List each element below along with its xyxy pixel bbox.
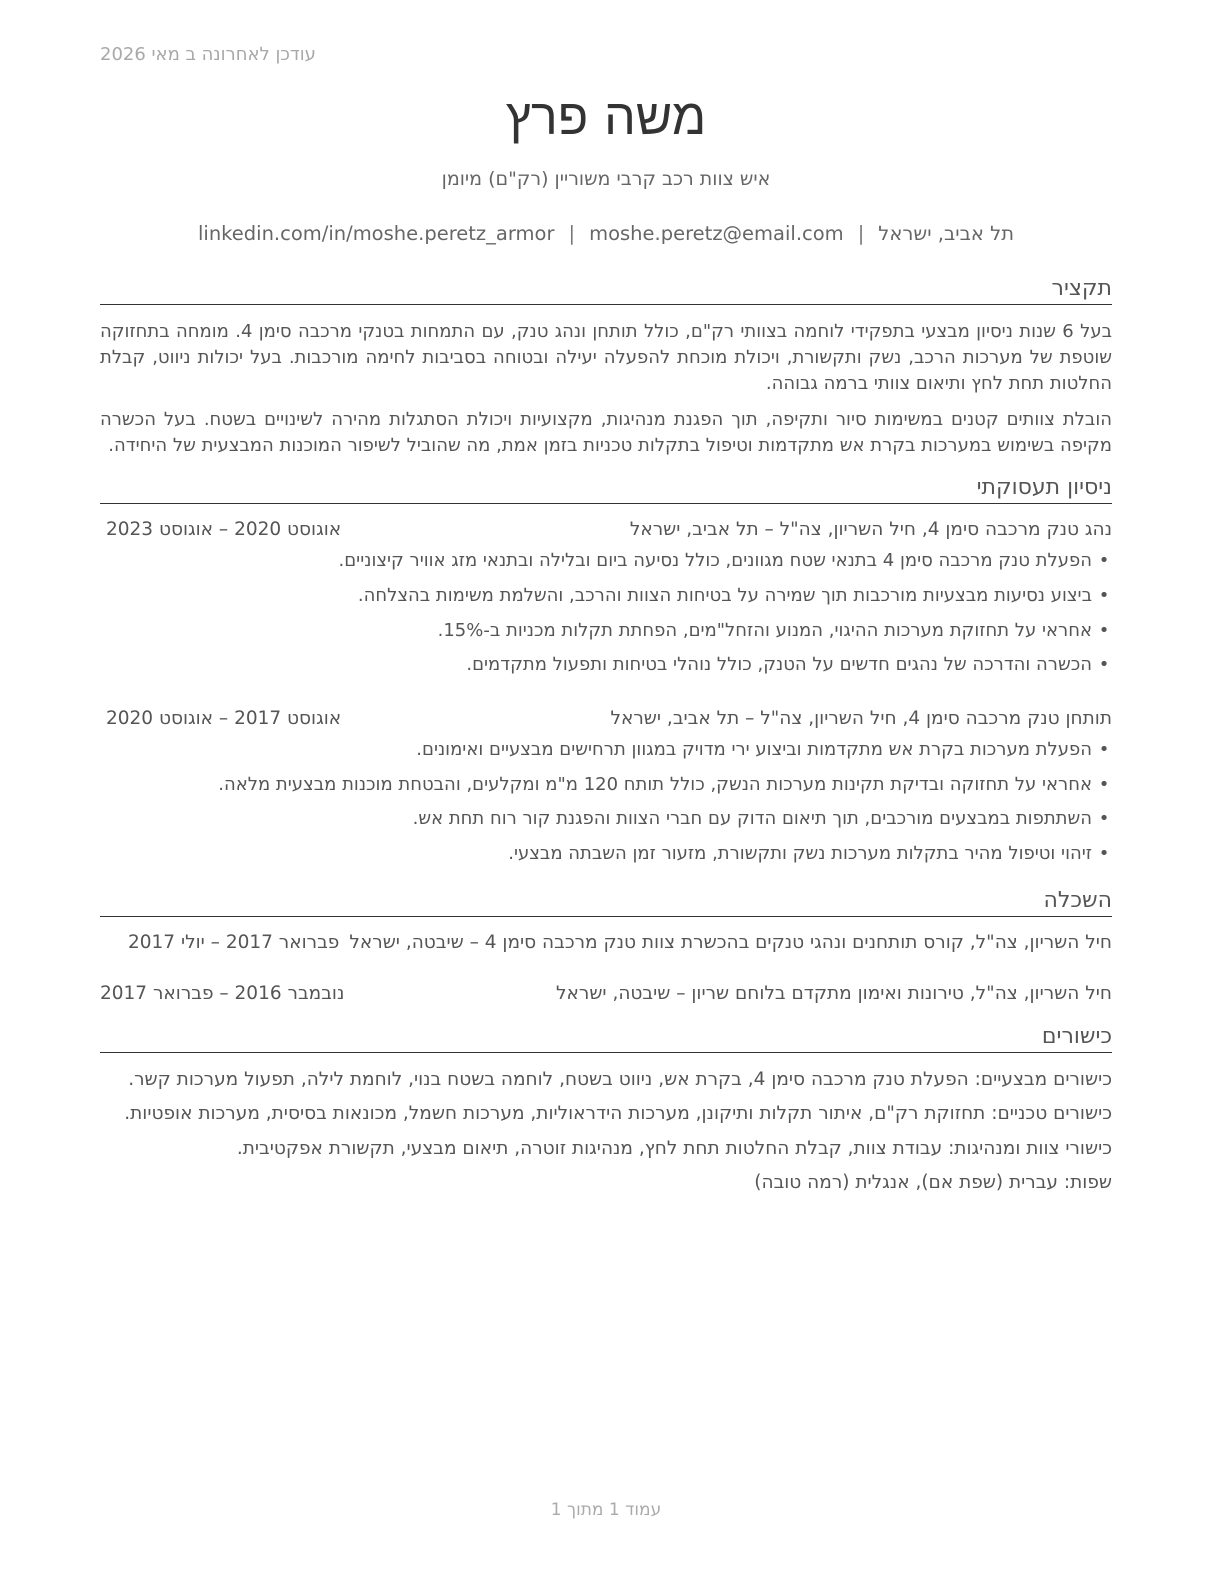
skills-section [100, 1022, 1112, 1053]
experience-section [100, 473, 1112, 504]
job-bullet: •אחראי על תחזוקת מערכות ההיגוי, המנוע והזחל"מים, הפחתת תקלות מכניות ב-15%. [438, 618, 1112, 644]
candidate-subtitle: איש צוות רכב קרבי משוריין (רק"ם) מיומן [441, 168, 771, 190]
contact-separator: | [857, 222, 865, 245]
skill-line: שפות: עברית (שפת אם), אנגלית (רמה טובה) [754, 1172, 1112, 1193]
education-item [100, 929, 1112, 957]
education-dates: פברואר 2017 – יולי 2017 [128, 932, 340, 953]
contact-separator: | [568, 222, 576, 245]
job-bullet: •הפעלת טנק מרכבה סימן 4 בתנאי שטח מגוונים, כולל נסיעה ביום ובלילה ובתנאי מזג אוויר קיצוניים. [339, 548, 1112, 574]
bullet-dot: • [1098, 620, 1110, 641]
bullet-dot: • [1098, 843, 1110, 864]
skill-line: כישורי צוות ומנהיגות: עבודת צוות, קבלת החלטות תחת לחץ, מנהיגות זוטרה, תיאום מבצעי, תקשורת אפקטיבית. [236, 1138, 1112, 1159]
resume-page [100, 0, 1112, 1584]
job-dates: אוגוסט 2020 – אוגוסט 2023 [106, 519, 342, 540]
summary-section [100, 274, 1112, 459]
job-title: נהג טנק מרכבה סימן 4, חיל השריון, צה"ל – תל אביב, ישראל [629, 519, 1112, 540]
section-title-experience: ניסיון תעסוקתי [100, 473, 1112, 504]
education-title: חיל השריון, צה"ל, טירונות ואימון מתקדם בלוחם שריון – שיבטה, ישראל [556, 983, 1112, 1004]
bullet-dot: • [1098, 808, 1110, 829]
education-dates: נובמבר 2016 – פברואר 2017 [100, 983, 345, 1004]
job-bullet: •הפעלת מערכות בקרת אש מתקדמות וביצוע ירי מדויק במגוון תרחישים מבצעיים ואימונים. [416, 737, 1112, 763]
section-title-education: השכלה [100, 886, 1112, 917]
summary-paragraph: הובלת צוותים קטנים במשימות סיור ותקיפה, תוך הפגנת מנהיגות, מקצועיות ויכולת הסתגלות מהירה לשינויים בשטח. בעל הכשרה מקיפה בשימוש במערכות בקרת אש מתקדמות וטיפול בתקלות טכניות בזמן אמת, מה שהוביל לשיפור המוכנות המבצעית של היחידה. [100, 409, 1112, 456]
education-section [100, 886, 1112, 917]
bullet-dot: • [1098, 550, 1110, 571]
bullet-dot: • [1098, 585, 1110, 606]
job-title: תותחן טנק מרכבה סימן 4, חיל השריון, צה"ל – תל אביב, ישראל [610, 708, 1112, 729]
education-title: חיל השריון, צה"ל, קורס תותחנים ונהגי טנקים בהכשרת צוות טנק מרכבה סימן 4 – שיבטה, ישראל [349, 932, 1112, 953]
section-title-skills: כישורים [100, 1022, 1112, 1053]
job-header [100, 516, 1112, 544]
skill-line: כישורים מבצעיים: הפעלת טנק מרכבה סימן 4, בקרת אש, ניווט בשטח, לוחמה בשטח בנוי, לוחמת לילה, תפעול מערכות קשר. [128, 1069, 1112, 1090]
page-number: עמוד 1 מתוך 1 [550, 1500, 662, 1520]
linkedin-link[interactable]: linkedin.com/in/moshe.peretz_armor [197, 222, 555, 245]
job-bullet: •הכשרה והדרכה של נהגים חדשים על הטנק, כולל נוהלי בטיחות ותפעול מתקדמים. [466, 652, 1112, 678]
contact-line [100, 222, 1112, 245]
last-updated: עודכן לאחרונה ב מאי 2026 [100, 44, 316, 65]
job-dates: אוגוסט 2017 – אוגוסט 2020 [106, 708, 342, 729]
candidate-name: משה פרץ [505, 88, 707, 146]
job-bullet: •השתתפות במבצעים מורכבים, תוך תיאום הדוק עם חברי הצוות והפגנת קור רוח תחת אש. [413, 806, 1112, 832]
job-bullet: •אחראי על תחזוקה ובדיקת תקינות מערכות הנשק, כולל תותח 120 מ"מ ומקלעים, והבטחת מוכנות מבצעית מלאה. [218, 772, 1112, 798]
summary-paragraph: בעל 6 שנות ניסיון מבצעי בתפקידי לוחמה בצוותי רק"ם, כולל תותחן ונהג טנק, עם התמחות בטנקי מרכבה סימן 4. מומחה בתחזוקה שוטפת של מערכות הרכב, נשק ותקשורת, ויכולת מוכחת להפעלה יעילה ובטוחה בסביבות לחימה מורכבות. בעל יכולות ניווט, קבלת החלטות תחת לחץ ותיאום צוותי ברמה גבוהה. [100, 321, 1113, 394]
job-header [100, 705, 1112, 733]
bullet-dot: • [1098, 654, 1110, 675]
email-link[interactable]: moshe.peretz@email.com [589, 222, 844, 245]
education-item [100, 980, 1112, 1008]
skill-line: כישורים טכניים: תחזוקת רק"ם, איתור תקלות ותיקונן, מערכות הידראוליות, מערכות חשמל, מכונאות בסיסית, מערכות אופטיות. [124, 1103, 1112, 1124]
job-bullet: •ביצוע נסיעות מבצעיות מורכבות תוך שמירה על בטיחות הצוות והרכב, והשלמת משימות בהצלחה. [358, 583, 1112, 609]
bullet-dot: • [1098, 774, 1110, 795]
location: תל אביב, ישראל [878, 222, 1015, 245]
bullet-dot: • [1098, 739, 1110, 760]
job-bullet: •זיהוי וטיפול מהיר בתקלות מערכות נשק ותקשורת, מזעור זמן השבתה מבצעי. [508, 841, 1112, 867]
section-title-summary: תקציר [100, 274, 1112, 305]
